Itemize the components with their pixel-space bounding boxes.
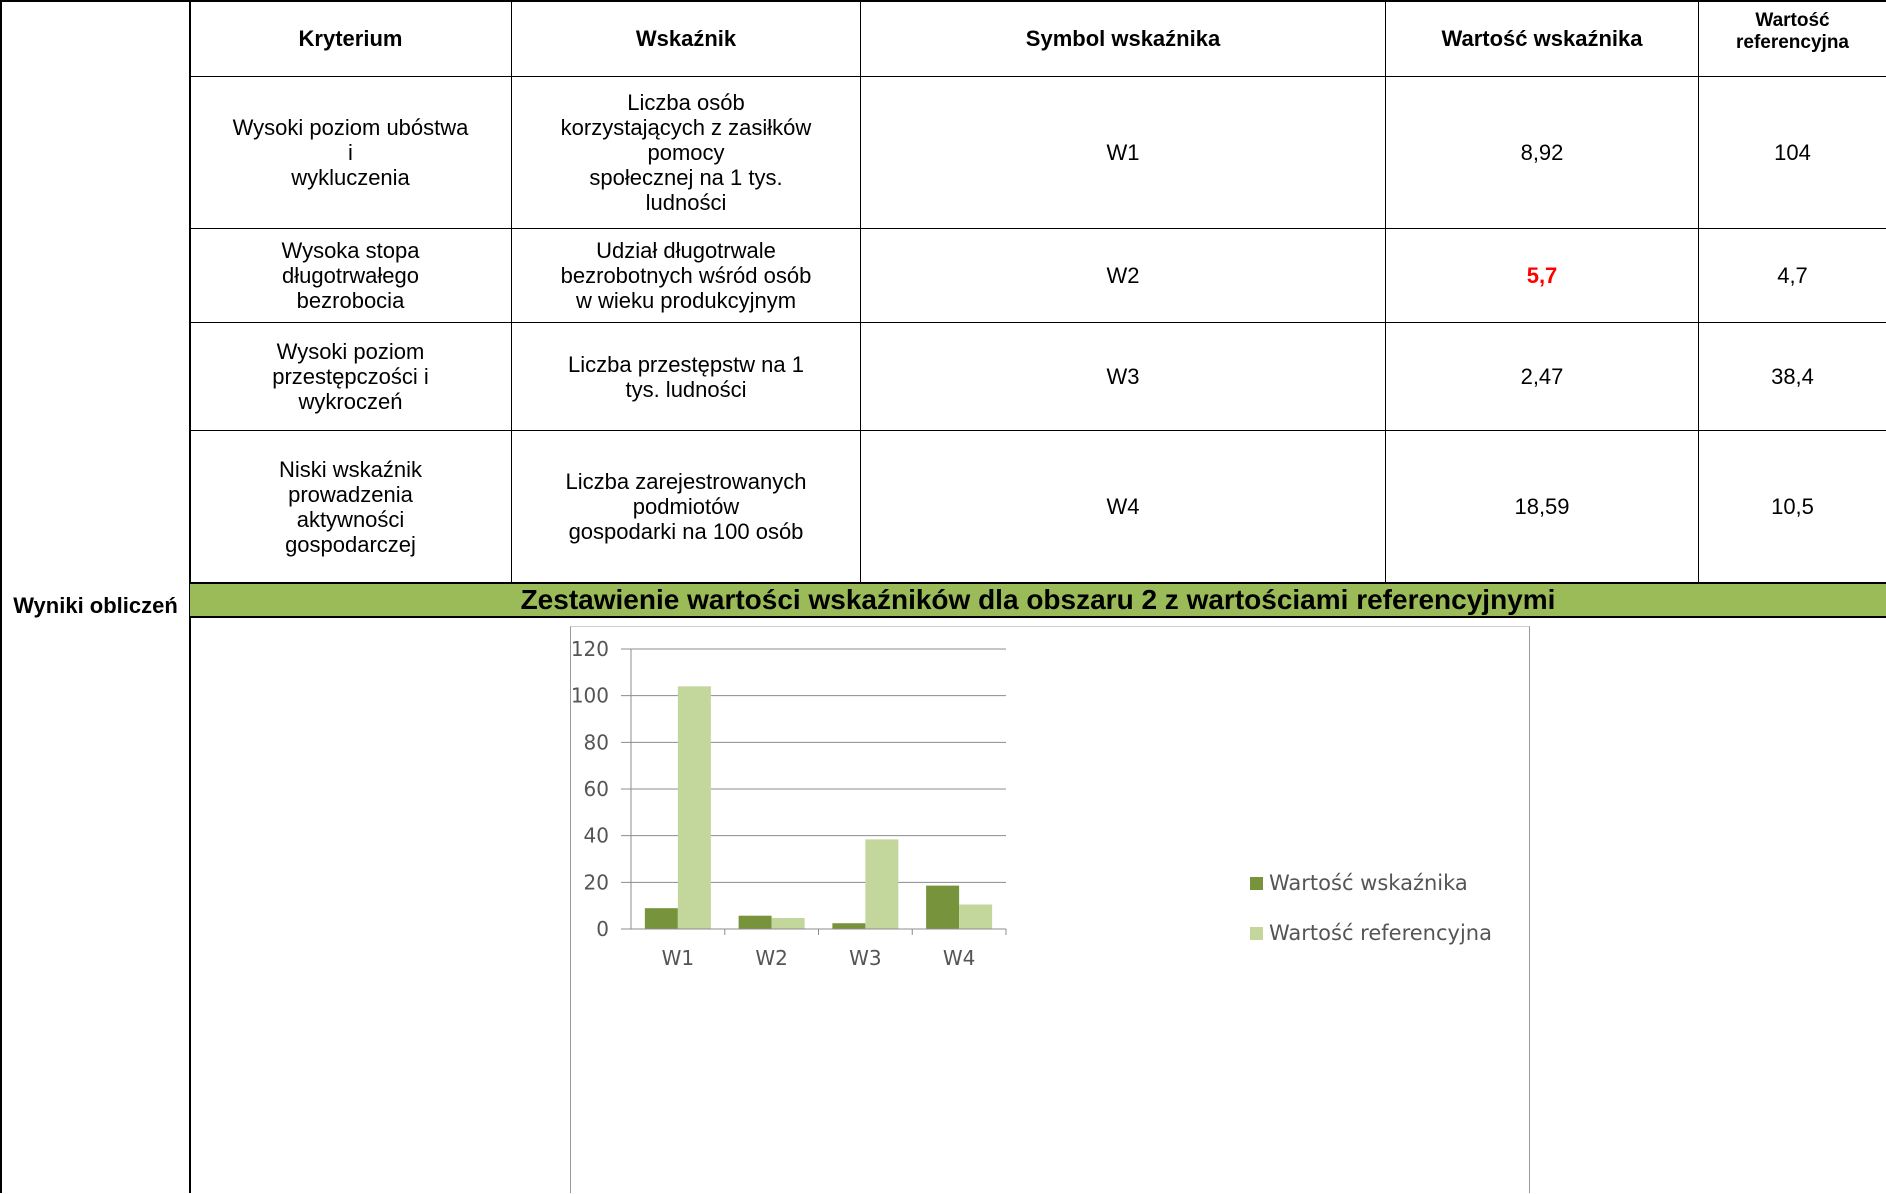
header-referencyjna: Wartość referencyjna	[1735, 10, 1849, 53]
header-wskaznik: Wskaźnik	[635, 25, 737, 51]
table-row-2-wskaznik: Udział długotrwale bezrobotnych wśród osób w wieku produkcyjnym	[560, 238, 812, 313]
y-tick-label-20: 20	[583, 870, 609, 895]
x-tick-label-W3: W3	[849, 946, 882, 970]
table-row-3-referencyjna: 38,4	[1771, 364, 1814, 389]
header-kryterium: Kryterium	[298, 25, 403, 51]
chart-legend	[1250, 868, 1492, 968]
y-tick-label-60: 60	[583, 777, 609, 801]
table-row-3-wartosc: 2,47	[1520, 364, 1564, 389]
y-tick-label-120: 120	[571, 637, 609, 661]
x-tick-label-W1: W1	[661, 946, 695, 970]
bar-W1-series-2	[678, 686, 711, 929]
table-row-2-kryterium: Wysoka stopa długotrwałego bezrobocia	[281, 238, 420, 313]
bar-W4-series-1	[926, 886, 959, 929]
table-row-4-kryterium: Niski wskaźnik prowadzenia aktywności gospodarczej	[278, 456, 423, 557]
table-row-3-wskaznik: Liczba przestępstw na 1 tys. ludności	[567, 351, 805, 402]
bar-W4-series-2	[959, 905, 992, 930]
table-row-2-referencyjna: 4,7	[1777, 263, 1808, 288]
table-row-1-referencyjna: 104	[1774, 140, 1811, 165]
table-row-1-wskaznik: Liczba osób korzystających z zasiłków pomocy społecznej na 1 tys. ludności	[560, 90, 812, 215]
table-row-4-referencyjna: 10,5	[1771, 494, 1814, 519]
x-tick-label-W2: W2	[755, 946, 788, 970]
header-wartosc: Wartość wskaźnika	[1441, 25, 1643, 51]
bar-W1-series-1	[645, 908, 678, 929]
table-row-3-kryterium: Wysoki poziom przestępczości i wykroczeń	[272, 339, 429, 414]
table-row-2-symbol: W2	[1106, 263, 1140, 288]
bar-W3-series-2	[865, 839, 898, 929]
header-symbol: Symbol wskaźnika	[1025, 25, 1221, 51]
bar-W2-series-1	[739, 916, 772, 929]
y-tick-label-0: 0	[596, 917, 609, 941]
table-row-3-symbol: W3	[1106, 364, 1140, 389]
legend-label-wartosc: Wartość wskaźnika	[1269, 871, 1468, 895]
table-row-4-symbol: W4	[1106, 494, 1140, 519]
section-title: Zestawienie wartości wskaźników dla obszaru 2 z wartościami referencyjnymi	[190, 582, 1886, 618]
table-row-4-wartosc: 18,59	[1514, 494, 1570, 519]
table-row-1-wartosc: 8,92	[1520, 140, 1564, 165]
y-tick-label-40: 40	[583, 823, 609, 848]
legend-swatch-referencyjna	[1250, 927, 1263, 940]
legend-swatch-wartosc	[1250, 877, 1263, 890]
table-row-4-wskaznik: Liczba zarejestrowanych podmiotów gospodarki na 100 osób	[565, 469, 807, 544]
table-row-1-kryterium: Wysoki poziom ubóstwa i wykluczenia	[232, 115, 469, 190]
results-side-label: Wyniki obliczeń	[13, 592, 178, 618]
bar-W3-series-1	[832, 923, 865, 929]
y-tick-label-100: 100	[571, 683, 609, 708]
y-tick-label-80: 80	[583, 730, 609, 755]
table-row-2-wartosc: 5,7	[1526, 263, 1558, 288]
legend-item-wartosc	[1250, 868, 1492, 898]
table-row-1-symbol: W1	[1106, 140, 1140, 165]
legend-item-referencyjna	[1250, 918, 1492, 948]
x-tick-label-W4: W4	[942, 946, 976, 970]
bar-W2-series-2	[772, 918, 805, 929]
legend-label-referencyjna: Wartość referencyjna	[1269, 921, 1492, 945]
